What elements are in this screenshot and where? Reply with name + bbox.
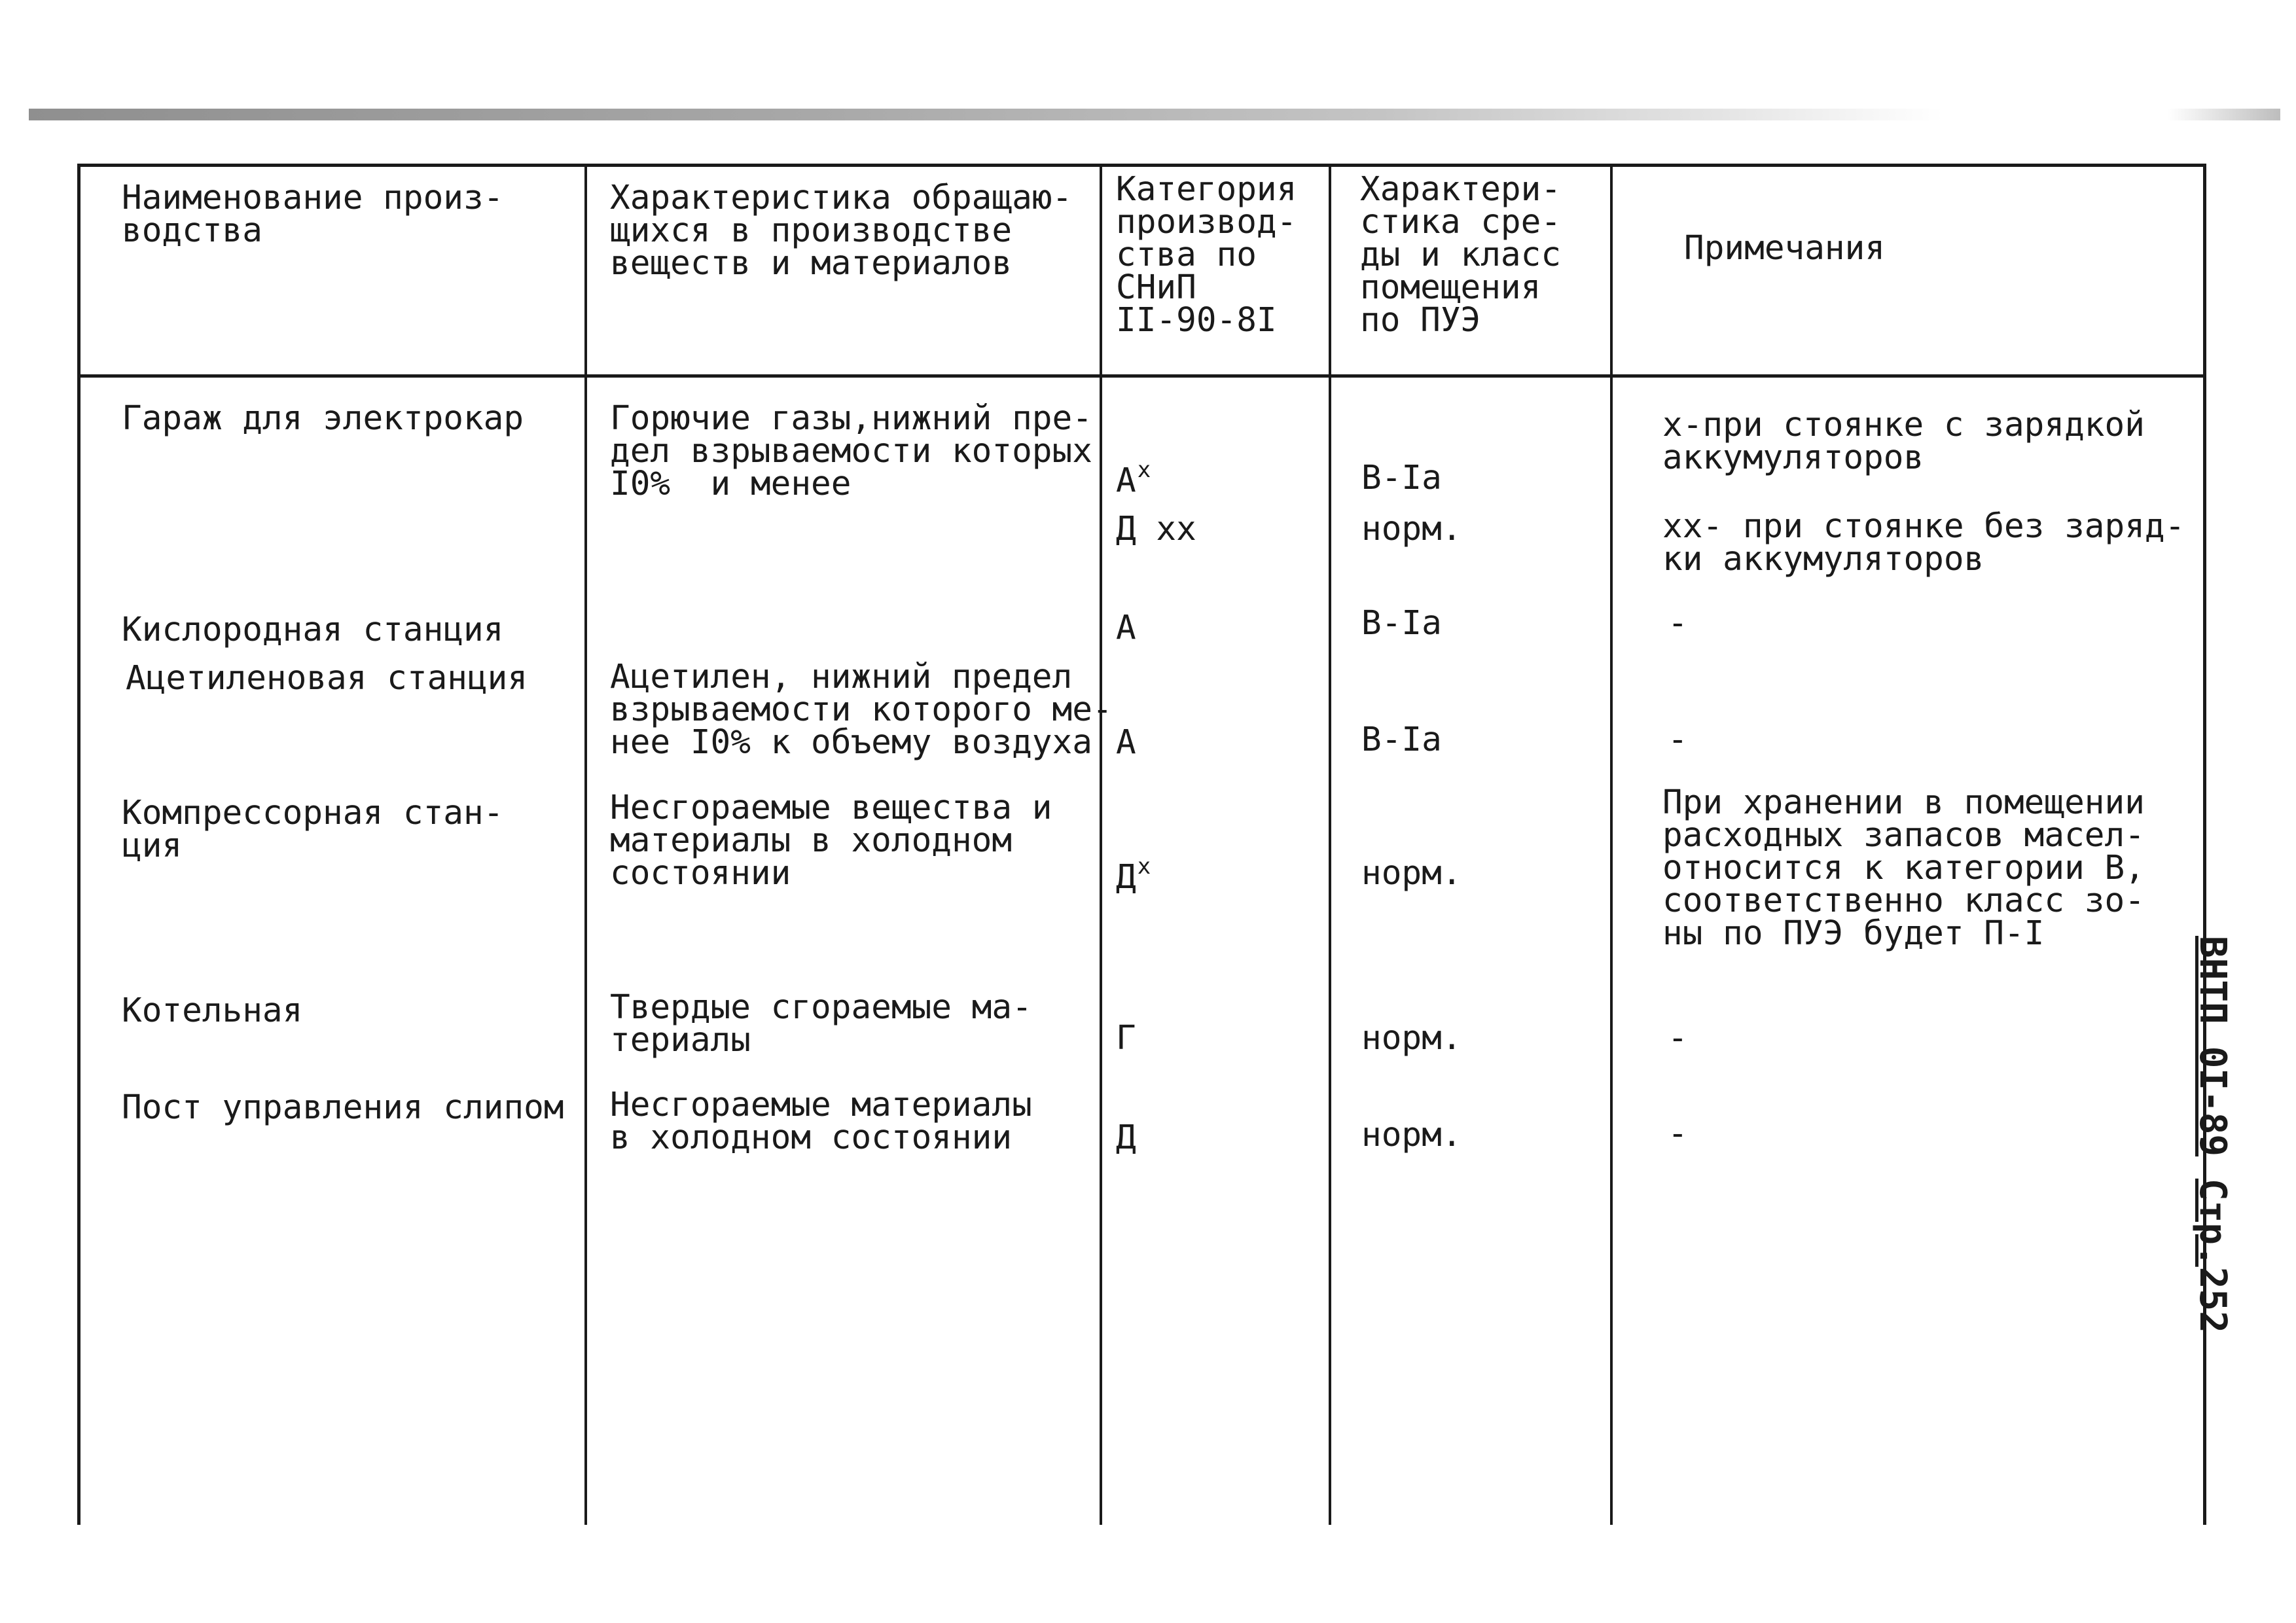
header-substances: Характеристика обращаю- щихся в производстве веществ и материалов xyxy=(610,179,1073,283)
category-mark: х xyxy=(1137,457,1151,483)
row-category: $А^х$ xyxy=(1116,457,1151,500)
row-name: Ацетиленовая станция xyxy=(126,659,528,698)
column-divider-1 xyxy=(584,164,587,1525)
header-bottom-border xyxy=(77,374,2206,378)
row-environment: норм. xyxy=(1361,1019,1462,1058)
column-divider-2 xyxy=(1100,164,1102,1525)
row-category: А xyxy=(1116,723,1136,762)
row-name: Котельная xyxy=(122,991,303,1030)
row-notes: - xyxy=(1668,1019,1688,1058)
row-name: Компрессорная стан- ция xyxy=(122,794,504,865)
table-top-border xyxy=(77,164,2206,167)
row-notes: - xyxy=(1668,721,1688,759)
page-prefix: Стр. xyxy=(2191,1178,2234,1267)
row-environment: В-Iа xyxy=(1361,721,1442,759)
table-left-border xyxy=(77,164,81,1525)
row-substances: Несгораемые вещества и материалы в холодном состоянии xyxy=(610,789,1052,893)
row-notes: х-при стоянке с зарядкой аккумуляторов xyxy=(1662,406,2145,477)
row-notes: При хранении в помещении расходных запасов масел- относится к категории В, соответственно класс зо- ны по ПУЭ будет П-I xyxy=(1662,783,2145,953)
scan-top-band xyxy=(29,109,2280,120)
row-notes: - xyxy=(1668,604,1688,643)
row-category: Г xyxy=(1116,1019,1136,1058)
row-category: Д хх xyxy=(1116,510,1196,548)
row-environment: норм. xyxy=(1361,1116,1462,1154)
row-environment: В-Iа xyxy=(1361,459,1442,497)
row-name: Гараж для электрокар xyxy=(122,399,524,438)
row-environment: норм. xyxy=(1361,854,1462,893)
header-notes: Примечания xyxy=(1684,229,1886,268)
column-divider-3 xyxy=(1329,164,1331,1525)
row-name: Кислородная станция xyxy=(122,611,504,649)
row-substances: Ацетилен, нижний предел взрываемости которого ме- нее I0% к объему воздуха xyxy=(610,658,1113,762)
row-notes: хх- при стоянке без заряд- ки аккумуляторов xyxy=(1662,507,2185,579)
column-divider-4 xyxy=(1610,164,1613,1525)
row-notes: - xyxy=(1668,1115,1688,1153)
row-substances: Несгораемые материалы в холодном состоянии xyxy=(610,1086,1032,1157)
header-name: Наименование произ- водства xyxy=(122,179,504,250)
header-environment: Характери- стика сре- ды и класс помещения по ПУЭ xyxy=(1360,170,1562,340)
document-code: ВНТП 0I-89 xyxy=(2191,936,2234,1157)
row-category: $Д^х$ xyxy=(1116,853,1151,897)
row-name: Пост управления слипом xyxy=(122,1088,564,1127)
header-category: Категория производ- ства по СНиП II-90-8I xyxy=(1116,170,1297,340)
row-category: Д xyxy=(1116,1118,1136,1157)
page-label xyxy=(2193,936,2232,1333)
row-category: А xyxy=(1116,609,1136,647)
row-environment: норм. xyxy=(1361,510,1462,548)
row-environment: В-Iа xyxy=(1361,604,1442,643)
category-mark: х xyxy=(1137,853,1151,880)
page-number: 252 xyxy=(2191,1266,2234,1333)
row-substances: Твердые сгораемые ма- териалы xyxy=(610,988,1032,1060)
row-substances: Горючие газы,нижний пре- дел взрываемости которых I0% и менее xyxy=(610,399,1092,503)
